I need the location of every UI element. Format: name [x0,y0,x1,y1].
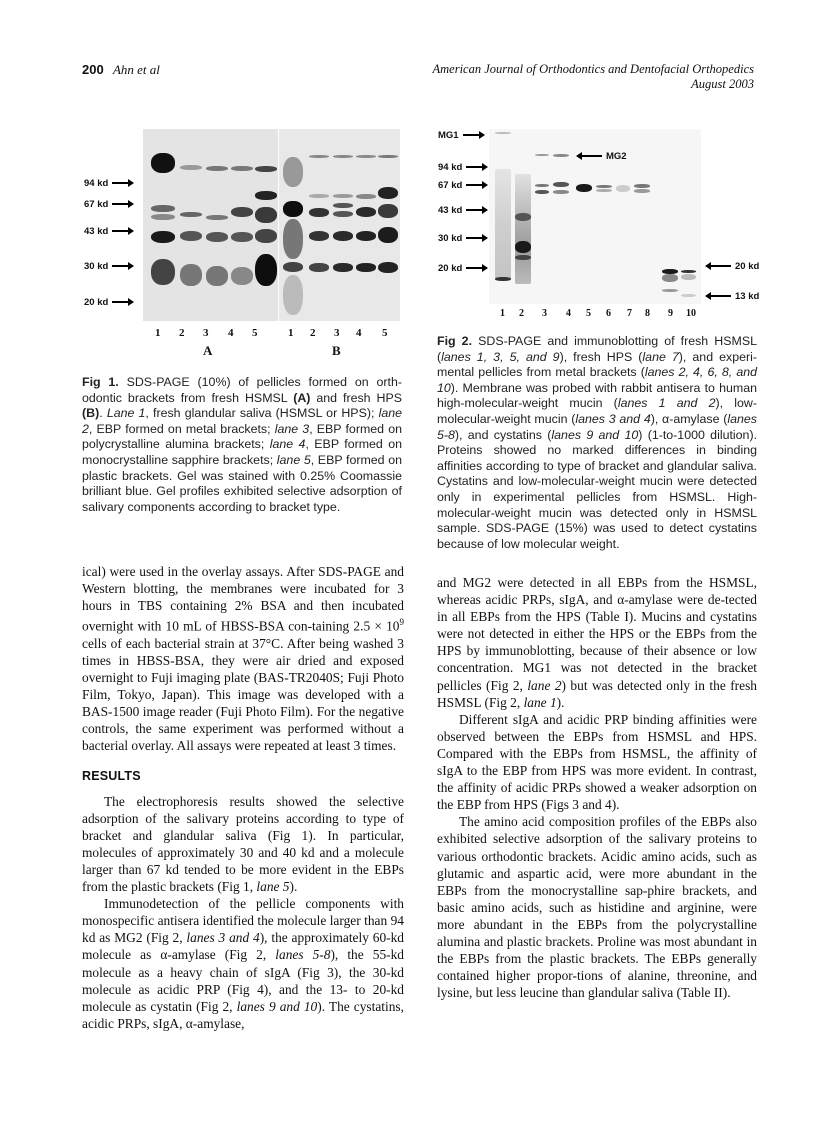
blot-lane [495,129,511,304]
lane-number: 2 [179,327,185,339]
blot-lane [553,129,569,304]
blot-lane [515,129,531,304]
lane-number: 4 [566,308,571,319]
arrow-right-icon [466,209,486,211]
lane-number: 2 [519,308,524,319]
journal-title: American Journal of Orthodontics and Dentofacial Orthopedics [432,62,754,76]
marker-43kd: 43 kd [84,226,132,237]
lane-number: 3 [542,308,547,319]
marker-30kd: 30 kd [84,261,132,272]
arrow-right-icon [112,182,132,184]
marker-mg2: MG2 [578,151,627,162]
figure-2-blot [430,125,770,325]
marker-67kd: 67 kd [84,199,132,210]
marker-13kd-right: 13 kd [707,291,759,302]
panel-label-a: A [203,343,213,358]
blot-lane [634,129,650,304]
paragraph: and MG2 were detected in all EBPs from the HSMSL, whereas acidic PRPs, sIgA, and α-amylase were de-tected in all EBPs from the HPS (Table I). Mucins and cystatins were not detected in either the HPS or the EBPs from the HPS by immunoblotting, because of their absence or low concentration. MG1 was not detected in the bracket pellicles (Fig 2, lane 2) but was detected only in the fresh HSMSL (Fig 2, lane 1). [437,575,757,710]
gel-lane [378,129,398,321]
marker-20kd-right: 20 kd [707,261,759,272]
gel-lane [206,129,228,321]
paragraph: Immunodetection of the pellicle components with monospecific antisera identified the molecule larger than 94 kd as MG2 (Fig 2, lanes 3 and 4), the approximately 60-kd molecule as α-amylase (Fig 2, lanes 5-8), the 55-kd molecule as a heavy chain of sIgA (Fig 3), the 30-kd molecule as acidic PRP (Fig 4), and the 13- to 20-kd molecule as cystatin (Fig 2, lanes 9 and 10). The cystatins, acidic PRPs, sIgA, α-amylase, [82,896,405,1031]
lane-number: 3 [203,327,209,339]
lane-number: 9 [668,308,673,319]
lane-number: 1 [288,327,294,339]
figure-1-caption: Fig 1. SDS-PAGE (10%) of pellicles formed on orth-odontic brackets from fresh HSMSL (A) and fresh HPS (B). Lane 1, fresh glandular saliva (HSMSL or HPS); lane 2, EBP formed on metal brackets; lane 3, EBP formed on polycrystalline alumina brackets; lane 4, EBP formed on monocrystalline sapphire brackets; lane 5, EBP formed on plastic brackets. Gel was stained with 0.25% Coomassie brilliant blue. Gel profiles exhibited selective adsorption of salivary components according to bracket type. [82,375,403,514]
gel-lane [283,129,303,321]
panel-label-b: B [332,343,341,358]
lane-number: 5 [382,327,388,339]
lane-number: 2 [310,327,316,339]
issue-date: August 2003 [691,77,754,91]
arrow-right-icon [466,267,486,269]
lane-number: 6 [606,308,611,319]
gel-lane [309,129,329,321]
lane-number: 5 [252,327,258,339]
marker-67kd: 67 kd [438,180,486,191]
arrow-right-icon [112,265,132,267]
gel-panel-a [143,129,278,321]
marker-94kd: 94 kd [438,162,486,173]
running-header-right [433,62,755,92]
arrow-left-icon [707,295,731,297]
lane-number: 10 [686,308,696,319]
marker-20kd: 20 kd [438,263,486,274]
arrow-right-icon [463,134,483,136]
right-column-text [437,574,757,1001]
figure-2-caption: Fig 2. SDS-PAGE and immunoblotting of fresh HSMSL (lanes 1, 3, 5, and 9), fresh HPS (lane 7), and experi-mental pellicles from metal brackets (lanes 2, 4, 6, 8, and 10). Membrane was probed with rabbit antisera to human high-molecular-weight mucin (lanes 1 and 2), low-molecular-weight mucin (lanes 3 and 4), α-amylase (lanes 5-8), and cystatins (lanes 9 and 10) (1-to-1000 dilution). Proteins showed no marked differences in binding affinities according to type of bracket and glandular saliva. Cystatins and low-molecular-weight mucin were detected only in experimental pellicles from HSMSL. High-molecular-weight mucin was detected only in HSMSL sample. SDS-PAGE (15%) was used to detect cystatins because of low molecular weight. [437,334,758,551]
paragraph: The amino acid composition profiles of the EBPs also exhibited selective adsorption of the salivary proteins to various orthodontic brackets. Acidic amino acids, such as glutamic and aspartic acid, were more abundant in the EBPs from the monocrystalline sap-phire brackets, and basic amino acids, such as histidine and arginine, were more abundant in the EBPs from the polycrystalline alumina and plastic brackets. Proline was most abundant in the EBPs from the plastic brackets. The EBPs generally contained higher propor-tions of alanine, threonine, and lysine, but less leucine than glandular saliva (Table II). [437,814,757,1001]
paragraph: ical) were used in the overlay assays. After SDS-PAGE and Western blotting, the membranes were incubated for 3 hours in TBS containing 2% BSA and then incubated overnight with 10 mL of HBSS-BSA con-taining $2.5 \times 10^9$ cells of each bacterial strain at 37°C. After being washed 3 times in HBSS-BSA, they were air dried and exposed overnight to Fuji imaging plate (BAS-TR2040S; Fuji Photo Film, Tokyo, Japan). This image was developed with a BAS-1500 image reader (Fuji Photo Film). For the negative controls, the same experiment was performed without a bacterial overlay. All assays were repeated at least 3 times. [82,564,404,754]
marker-mg1: MG1 [438,130,483,141]
marker-94kd: 94 kd [84,178,132,189]
paragraph: The electrophoresis results showed the selective adsorption of the salivary proteins according to type of bracket and glandular saliva (Fig 1). In particular, molecules of approximately 30 and 40 kd and a molecule larger than 67 kd tended to be more evident in the EBPs from the plastic brackets (Fig 1, lane 5). [82,793,404,895]
lane-number: 1 [155,327,161,339]
arrow-right-icon [466,184,486,186]
lane-number: 4 [228,327,234,339]
gel-lane [333,129,353,321]
gel-lane [151,129,175,321]
arrow-right-icon [112,301,132,303]
lane-number: 3 [334,327,340,339]
gel-lane [231,129,253,321]
blot-lane [535,129,549,304]
section-heading-results: RESULTS [82,768,141,783]
marker-20kd: 20 kd [84,297,132,308]
arrow-right-icon [112,203,132,205]
arrow-right-icon [466,237,486,239]
arrow-left-icon [707,265,731,267]
figure-1-gel [70,125,410,365]
paragraph: Different sIgA and acidic PRP binding affinities were observed between the EBPs from HSMSL and HPS. Compared with the EBPs from HSMSL, the affinity of sIgA to the EBP from HPS was more evident. In contrast, the affinity of acidic PRPs showed a weaker adsorption on the EBP from HPS (Figs 3 and 4). [437,711,757,813]
arrow-right-icon [466,166,486,168]
running-authors: Ahn et al [112,62,160,77]
blot-lane [681,129,696,304]
marker-43kd: 43 kd [438,205,486,216]
lane-number: 4 [356,327,362,339]
running-header-left [82,62,160,78]
lane-number: 1 [500,308,505,319]
blot-lane [662,129,678,304]
lane-number: 7 [627,308,632,319]
gel-lane [356,129,376,321]
arrow-right-icon [112,230,132,232]
lane-number: 8 [645,308,650,319]
page-number: 200 [82,62,104,77]
gel-lane [180,129,202,321]
gel-panel-b [279,129,400,321]
marker-30kd: 30 kd [438,233,486,244]
lane-number: 5 [586,308,591,319]
left-column-text [82,563,404,1032]
gel-lane [255,129,277,321]
arrow-left-icon [578,155,602,157]
